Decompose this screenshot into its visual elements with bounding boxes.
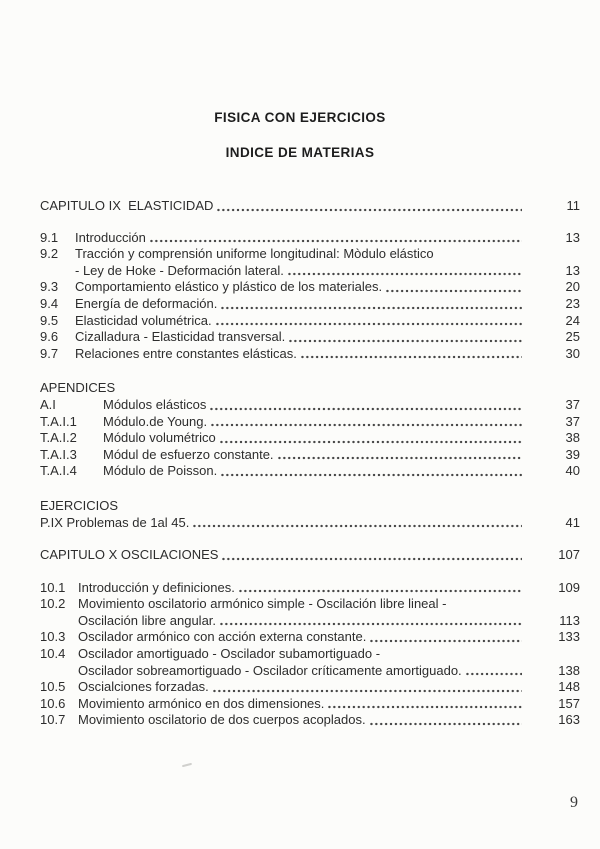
dotted-leader bbox=[300, 354, 522, 359]
toc-entry-number: 9.3 bbox=[40, 279, 59, 295]
toc-entry-number: 10.4 bbox=[40, 646, 66, 662]
toc-entry-page: 157 bbox=[558, 695, 580, 711]
toc-entry-page: 23 bbox=[565, 295, 580, 311]
toc-chapter-row bbox=[40, 547, 580, 564]
page-number: 9 bbox=[570, 794, 578, 811]
dotted-leader bbox=[219, 621, 522, 626]
toc-entry-title: Movimiento oscilatorio armónico simple - Oscilación libre lineal - bbox=[78, 596, 447, 612]
toc-continuation-row bbox=[40, 263, 580, 280]
toc-continuation-row bbox=[40, 663, 580, 680]
toc-entry-number: 9.7 bbox=[40, 345, 59, 361]
toc-entry-row bbox=[40, 397, 580, 414]
dotted-leader bbox=[216, 207, 522, 212]
toc-entry-number: T.A.I.4 bbox=[40, 463, 77, 479]
toc-entry-page: 24 bbox=[565, 312, 580, 328]
toc-entry-row bbox=[40, 463, 580, 480]
dotted-leader bbox=[288, 338, 522, 343]
toc-entry-page: 138 bbox=[558, 662, 580, 678]
dotted-leader bbox=[210, 422, 522, 427]
toc-entry-row bbox=[40, 447, 580, 464]
dotted-leader bbox=[192, 523, 522, 528]
toc-entry-row bbox=[40, 246, 580, 263]
toc-entry-title: Movimiento armónico en dos dimensiones. bbox=[78, 695, 325, 711]
toc-entry-title: APENDICES bbox=[40, 380, 116, 396]
toc-entry-page: 39 bbox=[565, 446, 580, 462]
toc-entry-title: Oscilador armónico con acción externa constante. bbox=[78, 629, 367, 645]
toc-title: INDICE DE MATERIAS bbox=[225, 145, 375, 160]
toc-entry-title: Módulo volumétrico bbox=[103, 430, 216, 446]
page-header bbox=[0, 0, 600, 160]
book-title: FISICA CON EJERCICIOS bbox=[214, 110, 386, 125]
toc-entry-page: 148 bbox=[558, 679, 580, 695]
toc-entry-page: 133 bbox=[558, 629, 580, 645]
toc-entry-number: 9.2 bbox=[40, 246, 59, 262]
toc-entry-page: 37 bbox=[565, 396, 580, 412]
toc-entry-number: T.A.I.1 bbox=[40, 413, 77, 429]
toc-entry-page: 113 bbox=[559, 612, 580, 628]
toc-entry-title: Oscialciones forzadas. bbox=[78, 679, 209, 695]
dotted-leader bbox=[215, 321, 522, 326]
dotted-leader bbox=[385, 288, 522, 293]
toc-entry-row bbox=[40, 414, 580, 431]
toc-entry-row bbox=[40, 696, 580, 713]
toc-entry-title: P.IX Problemas de 1al 45. bbox=[40, 514, 190, 530]
toc-entry-number: 9.4 bbox=[40, 295, 59, 311]
toc-entry-title: Movimiento oscilatorio de dos cuerpos acoplados. bbox=[78, 712, 366, 728]
toc-entry-row bbox=[40, 279, 580, 296]
toc-entry-page: 30 bbox=[565, 345, 580, 361]
toc-entry-page: 38 bbox=[565, 430, 580, 446]
toc-entry-title: - Ley de Hoke - Deformación lateral. bbox=[75, 262, 284, 278]
toc-entry-page: 13 bbox=[565, 262, 580, 278]
toc-entry-row bbox=[40, 346, 580, 363]
toc-continuation-row bbox=[40, 613, 580, 630]
dotted-leader bbox=[277, 455, 522, 460]
toc-entry-row bbox=[40, 679, 580, 696]
toc-entry-title: CAPITULO X OSCILACIONES bbox=[40, 547, 219, 563]
toc-entry-page: 13 bbox=[565, 229, 580, 245]
toc-entry-page: 25 bbox=[565, 329, 580, 345]
toc-entry-number: 9.6 bbox=[40, 329, 59, 345]
scan-smudge-artifact bbox=[182, 763, 192, 767]
toc-entry-number: 10.5 bbox=[40, 679, 66, 695]
toc-entry-row bbox=[40, 646, 580, 663]
toc-entry-number: 10.6 bbox=[40, 695, 66, 711]
dotted-leader bbox=[369, 721, 522, 726]
dotted-leader bbox=[149, 238, 522, 243]
toc-entry-title: Energía de deformación. bbox=[75, 295, 218, 311]
toc-entry-title: Introducción y definiciones. bbox=[78, 579, 235, 595]
toc-entry-page: 41 bbox=[565, 514, 580, 530]
dotted-leader bbox=[221, 556, 522, 561]
toc-entry-title: Oscilación libre angular. bbox=[78, 612, 217, 628]
toc-entry-title: Cizalladura - Elasticidad transversal. bbox=[75, 329, 286, 345]
toc-entry-page: 40 bbox=[565, 463, 580, 479]
toc-entry-number: 10.7 bbox=[40, 712, 66, 728]
toc-entry-title: Comportamiento elástico y plástico de los materiales. bbox=[75, 279, 383, 295]
dotted-leader bbox=[238, 588, 522, 593]
toc-entry-number: T.A.I.3 bbox=[40, 446, 77, 462]
dotted-leader bbox=[369, 638, 522, 643]
toc-entry-row bbox=[40, 580, 580, 597]
toc-entry-row bbox=[40, 596, 580, 613]
toc-entry-title: Tracción y comprensión uniforme longitudinal: Mòdulo elástico bbox=[75, 246, 434, 262]
toc-entry-title: CAPITULO IX ELASTICIDAD bbox=[40, 198, 214, 213]
toc-entry-number: 9.1 bbox=[40, 229, 59, 245]
toc-entry-number: T.A.I.2 bbox=[40, 430, 77, 446]
toc-entry-row bbox=[40, 430, 580, 447]
toc-entry-title: Elasticidad volumétrica. bbox=[75, 312, 212, 328]
toc-entry-title: Módulos elásticos bbox=[103, 396, 207, 412]
dotted-leader bbox=[327, 704, 522, 709]
dotted-leader bbox=[219, 439, 522, 444]
toc-entry-page: 109 bbox=[558, 579, 580, 595]
toc-entry-number: 10.1 bbox=[40, 579, 66, 595]
dotted-leader bbox=[465, 671, 522, 676]
dotted-leader bbox=[220, 305, 522, 310]
dotted-leader bbox=[209, 406, 522, 411]
toc-entry-number: 10.3 bbox=[40, 629, 66, 645]
toc-section-header bbox=[40, 498, 580, 515]
toc-entry-title: Oscilador sobreamortiguado - Oscilador críticamente amortiguado. bbox=[78, 662, 462, 678]
toc-entry-number: 10.2 bbox=[40, 596, 66, 612]
toc-entry-title: Oscilador amortiguado - Oscilador subamortiguado - bbox=[78, 646, 381, 662]
toc-entry-page: 11 bbox=[566, 198, 580, 213]
toc-entry-page: 37 bbox=[565, 413, 580, 429]
toc-entry-row bbox=[40, 329, 580, 346]
toc-entry-number: 9.5 bbox=[40, 312, 59, 328]
toc-entry-row bbox=[40, 230, 580, 247]
toc-entry-title: Módulo.de Young. bbox=[103, 413, 208, 429]
toc-chapter-row bbox=[40, 198, 580, 215]
dotted-leader bbox=[212, 688, 522, 693]
dotted-leader bbox=[220, 472, 522, 477]
toc-entry-row bbox=[40, 629, 580, 646]
toc-entry-row bbox=[40, 712, 580, 729]
toc-entry-row bbox=[40, 313, 580, 330]
toc-entry-title: Introducción bbox=[75, 229, 146, 245]
toc-entry-number: A.I bbox=[40, 396, 56, 412]
toc-entry-title: Módul de esfuerzo constante. bbox=[103, 446, 274, 462]
toc-entry-title: EJERCICIOS bbox=[40, 497, 119, 513]
toc-entry-row bbox=[40, 515, 580, 532]
toc-entry-page: 20 bbox=[565, 279, 580, 295]
toc-list bbox=[0, 160, 600, 729]
toc-entry-title: Relaciones entre constantes elásticas. bbox=[75, 345, 297, 361]
dotted-leader bbox=[287, 271, 522, 276]
toc-entry-title: Módulo de Poisson. bbox=[103, 463, 218, 479]
toc-entry-page: 107 bbox=[558, 547, 580, 563]
toc-entry-row bbox=[40, 296, 580, 313]
toc-section-header bbox=[40, 380, 580, 397]
toc-entry-page: 163 bbox=[558, 712, 580, 728]
